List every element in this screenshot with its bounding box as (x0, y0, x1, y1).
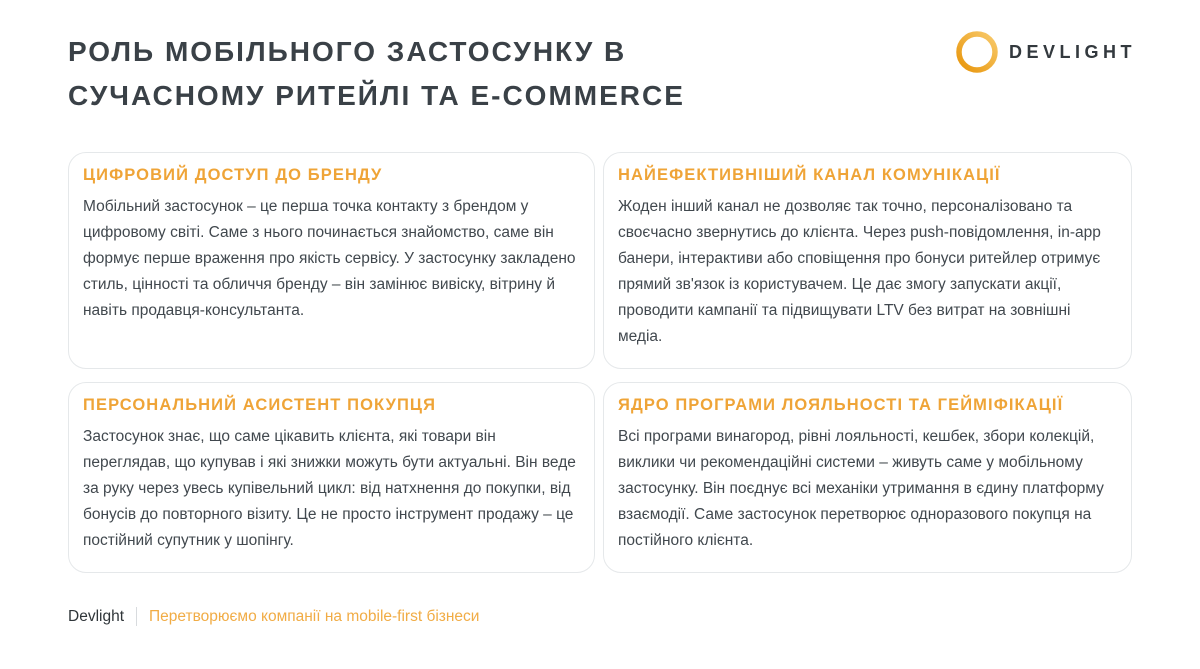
card-title: ЯДРО ПРОГРАМИ ЛОЯЛЬНОСТІ ТА ГЕЙМІФІКАЦІЇ (618, 396, 1064, 414)
footer (68, 607, 479, 626)
page-title-line1: РОЛЬ МОБІЛЬНОГО ЗАСТОСУНКУ В (68, 36, 627, 67)
card-title: НАЙЕФЕКТИВНІШИЙ КАНАЛ КОМУНІКАЦІЇ (618, 166, 1001, 184)
card-body: Мобільний застосунок – це перша точка контакту з брендом у цифровому світі. Саме з нього починається знайомство, саме він формує перше враження про якість сервісу. У застосунку закладено стиль, цінності та обличчя бренду – він замінює вивіску, вітрину й навіть продавця-консультанта. (83, 198, 576, 319)
card-body: Застосунок знає, що саме цікавить клієнта, які товари він переглядав, що купував і які знижки можуть бути актуальні. Він веде за руку через увесь купівельний цикл: від натхнення до покупки, від бонусів до повторного візиту. Це не просто інструмент продажу – це постійний супутник у шопінгу. (83, 428, 576, 549)
card-communication-channel (603, 152, 1132, 369)
orange-ring-icon (955, 30, 999, 74)
card-title: ЦИФРОВИЙ ДОСТУП ДО БРЕНДУ (83, 166, 383, 184)
card-personal-assistant (68, 382, 595, 573)
footer-tagline: Перетворюємо компанії на mobile-first бізнеси (149, 607, 480, 625)
footer-divider (136, 607, 137, 626)
page-title (68, 30, 685, 118)
card-digital-brand-access (68, 152, 595, 369)
footer-brand: Devlight (68, 607, 124, 625)
card-body: Жоден інший канал не дозволяє так точно, персоналізовано та своєчасно звернутись до клієнта. Через push-повідомлення, in-app банери, інтерактиви або сповіщення про бонуси ритейлер отримує прямий зв'язок із користувачем. Це дає змогу запускати акції, проводити кампанії та підвищувати LTV без витрат на зовнішні медіа. (618, 198, 1101, 345)
cards-grid (68, 152, 1132, 573)
page-title-line2: СУЧАСНОМУ РИТЕЙЛІ ТА E-COMMERCE (68, 80, 685, 111)
card-loyalty-gamification (603, 382, 1132, 573)
devlight-logo (955, 30, 1136, 74)
card-body: Всі програми винагород, рівні лояльності, кешбек, збори колекцій, виклики чи рекомендаційні системи – живуть саме у мобільному застосунку. Він поєднує всі механіки утримання в єдину платформу взаємодії. Саме застосунок перетворює одноразового покупця на постійного клієнта. (618, 428, 1104, 549)
card-title: ПЕРСОНАЛЬНИЙ АСИСТЕНТ ПОКУПЦЯ (83, 396, 437, 414)
devlight-wordmark: DEVLIGHT (1008, 41, 1136, 62)
